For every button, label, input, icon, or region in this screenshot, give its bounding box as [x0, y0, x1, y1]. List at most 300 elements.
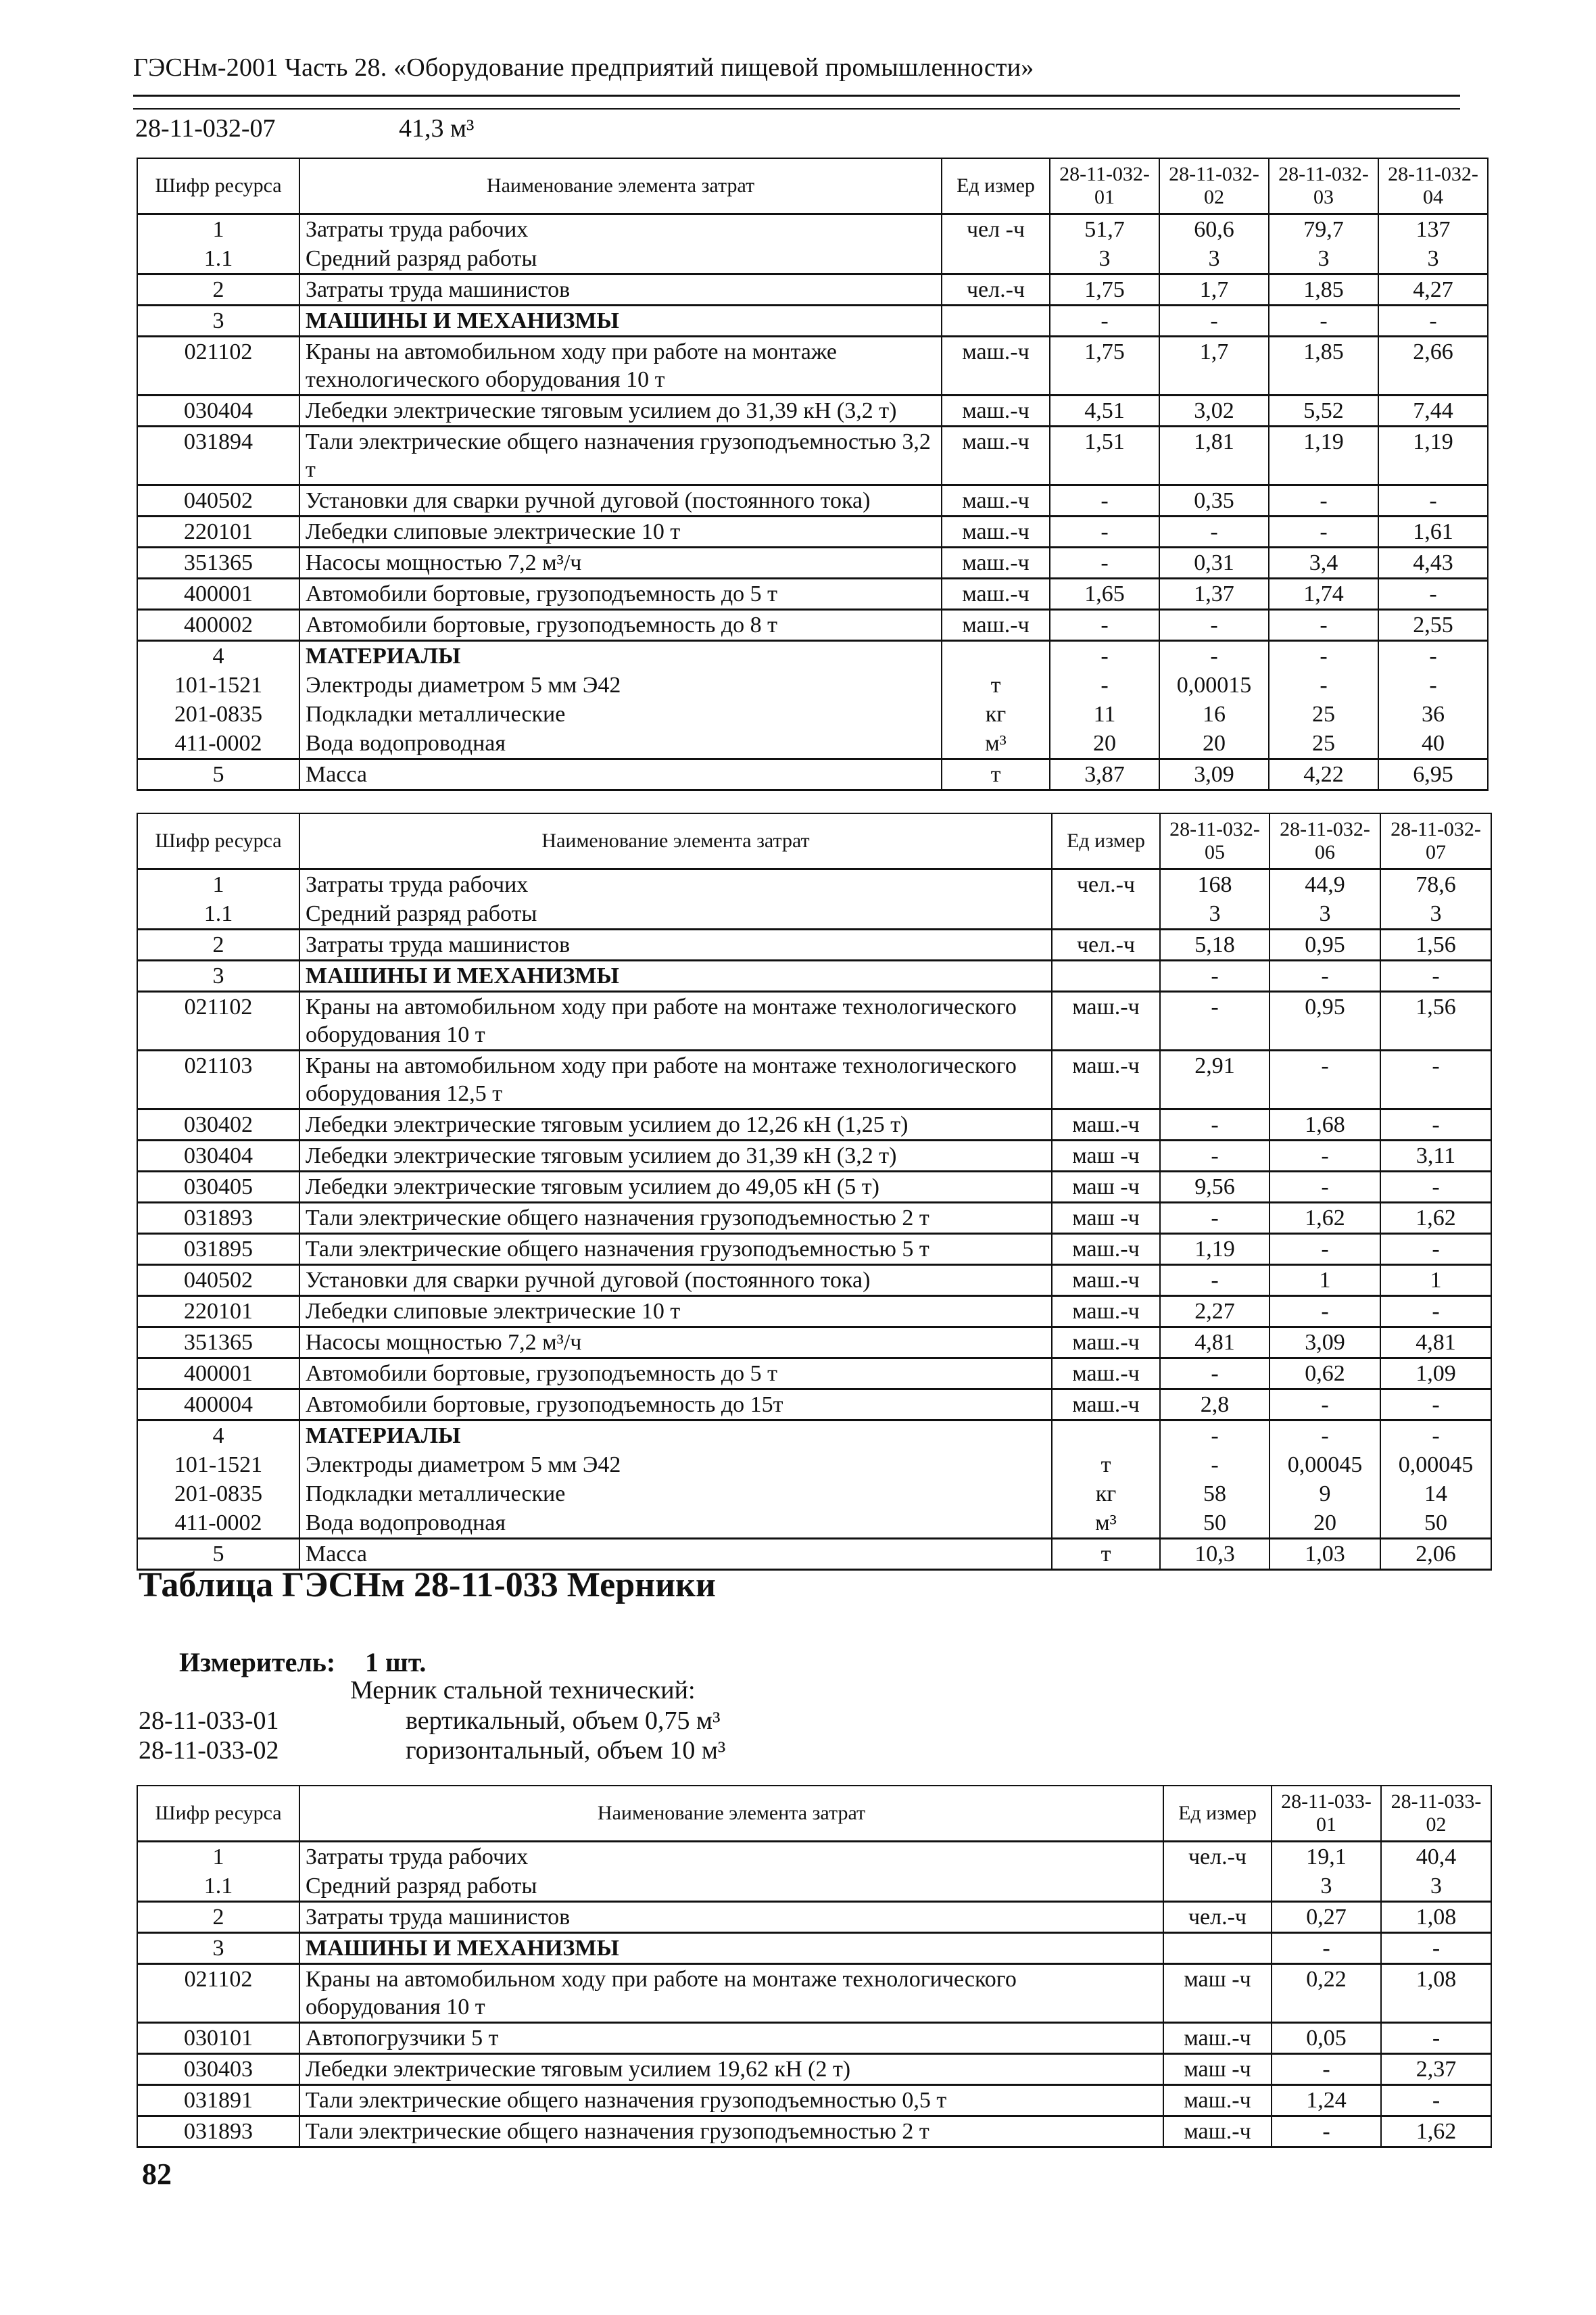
col-header-norm: 28-11-032-07: [1380, 813, 1491, 869]
col-header-code: Шифр ресурса: [137, 1786, 299, 1842]
unit-cell: маш.-ч: [1163, 2116, 1272, 2147]
unit-cell: [1163, 1871, 1272, 1902]
unit-cell: чел.-ч: [1163, 1842, 1272, 1872]
unit-cell: маш.-ч: [1163, 2085, 1272, 2116]
table-row: [137, 244, 1488, 275]
unit-cell: чел.-ч: [1163, 1902, 1272, 1933]
measure-label: Измеритель:: [179, 1647, 336, 1677]
unit-cell: маш.-ч: [1052, 1389, 1160, 1421]
table-row: [137, 1358, 1491, 1389]
col-header-norm: 28-11-032-03: [1269, 158, 1378, 214]
col-header-name: Наименование элемента затрат: [299, 813, 1052, 869]
resource-name: Краны на автомобильном ходу при работе на монтаже технологического оборудования 10 т: [299, 337, 942, 396]
resource-name: Вода водопроводная: [299, 1508, 1052, 1539]
unit-cell: кг: [1052, 1479, 1160, 1508]
value-cell: 58: [1160, 1479, 1269, 1508]
value-cell: 36: [1378, 700, 1488, 729]
resource-name: Тали электрические общего назначения грузоподъемностью 5 т: [299, 1234, 1052, 1265]
value-cell: 1,56: [1380, 992, 1491, 1051]
table-row: [137, 2023, 1491, 2054]
value-cell: 0,00045: [1269, 1450, 1380, 1479]
resource-name: Автомобили бортовые, грузоподъемность до 5 т: [299, 579, 942, 610]
value-cell: 1,19: [1160, 1234, 1269, 1265]
item-code: 28-11-032-07: [135, 114, 276, 143]
col-header-norm: 28-11-032-06: [1269, 813, 1380, 869]
value-cell: 1,08: [1381, 1964, 1491, 2023]
table-row: [137, 2116, 1491, 2147]
value-cell: 60,6: [1159, 214, 1269, 245]
resource-name: Лебедки электрические тяговым усилием до 31,39 кН (3,2 т): [299, 1141, 1052, 1172]
value-cell: -: [1378, 485, 1488, 517]
value-cell: 3,02: [1159, 396, 1269, 427]
value-cell: 78,6: [1380, 869, 1491, 900]
value-cell: 1,68: [1269, 1109, 1380, 1141]
table-row: [137, 1203, 1491, 1234]
unit-cell: [942, 244, 1050, 275]
unit-cell: т: [942, 671, 1050, 700]
table-row: [137, 548, 1488, 579]
unit-cell: [1052, 899, 1160, 930]
resource-code: 1: [137, 869, 299, 900]
resource-name: Электроды диаметром 5 мм Э42: [299, 671, 942, 700]
table-row: [137, 759, 1488, 790]
table-row: [137, 275, 1488, 306]
value-cell: -: [1160, 961, 1269, 992]
value-cell: -: [1381, 1933, 1491, 1964]
value-cell: 2,8: [1160, 1389, 1269, 1421]
value-cell: 3: [1269, 244, 1378, 275]
value-cell: 1,62: [1380, 1203, 1491, 1234]
value-cell: -: [1159, 517, 1269, 548]
value-cell: 11: [1050, 700, 1159, 729]
table-row: [137, 729, 1488, 759]
value-cell: -: [1159, 610, 1269, 641]
resource-name: Лебедки слиповые электрические 10 т: [299, 1296, 1052, 1327]
value-cell: 2,91: [1160, 1051, 1269, 1109]
value-cell: 3: [1381, 1871, 1491, 1902]
value-cell: 2,06: [1380, 1539, 1491, 1570]
value-cell: 1,37: [1159, 579, 1269, 610]
value-cell: -: [1050, 306, 1159, 337]
resource-name: Лебедки слиповые электрические 10 т: [299, 517, 942, 548]
unit-cell: кг: [942, 700, 1050, 729]
resource-code: 030101: [137, 2023, 299, 2054]
value-cell: -: [1378, 671, 1488, 700]
value-cell: 0,95: [1269, 992, 1380, 1051]
resource-name: Лебедки электрические тяговым усилием до 12,26 кН (1,25 т): [299, 1109, 1052, 1141]
table-row: [137, 396, 1488, 427]
item-text: вертикальный, объем 0,75 м³: [406, 1707, 721, 1735]
value-cell: -: [1272, 2116, 1381, 2147]
value-cell: 4,22: [1269, 759, 1378, 790]
resource-table-032-01-04: [137, 158, 1489, 791]
value-cell: -: [1160, 1109, 1269, 1141]
unit-cell: маш -ч: [1052, 1203, 1160, 1234]
value-cell: -: [1269, 1421, 1380, 1451]
unit-cell: маш -ч: [1163, 2054, 1272, 2085]
table-row: [137, 1933, 1491, 1964]
resource-name: Затраты труда машинистов: [299, 1902, 1163, 1933]
table-row: [137, 214, 1488, 245]
resource-name: Автопогрузчики 5 т: [299, 2023, 1163, 2054]
value-cell: 0,00045: [1380, 1450, 1491, 1479]
col-header-name: Наименование элемента затрат: [299, 158, 942, 214]
resource-code: 4: [137, 1421, 299, 1451]
value-cell: -: [1269, 610, 1378, 641]
resource-name: Подкладки металлические: [299, 700, 942, 729]
resource-code: 411-0002: [137, 1508, 299, 1539]
unit-cell: [1052, 961, 1160, 992]
resource-name: Затраты труда рабочих: [299, 214, 942, 245]
resource-code: 220101: [137, 1296, 299, 1327]
value-cell: -: [1160, 1358, 1269, 1389]
resource-name: Затраты труда машинистов: [299, 275, 942, 306]
resource-code: 201-0835: [137, 700, 299, 729]
value-cell: 1,81: [1159, 427, 1269, 485]
value-cell: 1,19: [1378, 427, 1488, 485]
col-header-name: Наименование элемента затрат: [299, 1786, 1163, 1842]
value-cell: 0,31: [1159, 548, 1269, 579]
value-cell: -: [1159, 306, 1269, 337]
resource-code: 220101: [137, 517, 299, 548]
table-row: [137, 1450, 1491, 1479]
table-row: [137, 869, 1491, 900]
value-cell: -: [1380, 1051, 1491, 1109]
table-row: [137, 1479, 1491, 1508]
value-cell: -: [1269, 671, 1378, 700]
resource-code: 040502: [137, 485, 299, 517]
resource-code: 400004: [137, 1389, 299, 1421]
unit-cell: маш.-ч: [1052, 1296, 1160, 1327]
table-row: [137, 1871, 1491, 1902]
value-cell: -: [1160, 1265, 1269, 1296]
col-header-unit: Ед измер: [1052, 813, 1160, 869]
value-cell: 1,51: [1050, 427, 1159, 485]
value-cell: 1,7: [1159, 275, 1269, 306]
value-cell: -: [1380, 1389, 1491, 1421]
value-cell: -: [1272, 2054, 1381, 2085]
resource-name: Тали электрические общего назначения грузоподъемностью 2 т: [299, 1203, 1052, 1234]
table-row: [137, 1051, 1491, 1109]
value-cell: -: [1380, 1421, 1491, 1451]
value-cell: -: [1380, 1172, 1491, 1203]
resource-code: 3: [137, 1933, 299, 1964]
value-cell: 1,75: [1050, 337, 1159, 396]
unit-cell: маш -ч: [1052, 1172, 1160, 1203]
resource-code: 2: [137, 1902, 299, 1933]
resource-code: 021102: [137, 1964, 299, 2023]
table-row: [137, 641, 1488, 671]
table-row: [137, 1421, 1491, 1451]
table-row: [137, 1327, 1491, 1358]
value-cell: 25: [1269, 700, 1378, 729]
value-cell: -: [1160, 1421, 1269, 1451]
measure-value: 1 шт.: [365, 1647, 427, 1677]
resource-code: 031894: [137, 427, 299, 485]
value-cell: 2,55: [1378, 610, 1488, 641]
value-cell: -: [1380, 1234, 1491, 1265]
value-cell: 3: [1159, 244, 1269, 275]
resource-code: 2: [137, 275, 299, 306]
value-cell: 137: [1378, 214, 1488, 245]
resource-name: Затраты труда рабочих: [299, 1842, 1163, 1872]
value-cell: -: [1050, 485, 1159, 517]
table-row: [137, 1109, 1491, 1141]
page-number: 82: [142, 2157, 172, 2191]
unit-cell: маш -ч: [1163, 1964, 1272, 2023]
col-header-norm: 28-11-032-04: [1378, 158, 1488, 214]
item-value: 41,3 м³: [399, 114, 475, 143]
table-row: [137, 899, 1491, 930]
value-cell: -: [1269, 306, 1378, 337]
col-header-unit: Ед измер: [942, 158, 1050, 214]
unit-cell: т: [1052, 1450, 1160, 1479]
table-row: [137, 517, 1488, 548]
table-row: [137, 1265, 1491, 1296]
value-cell: 168: [1160, 869, 1269, 900]
value-cell: -: [1160, 992, 1269, 1051]
value-cell: 44,9: [1269, 869, 1380, 900]
resource-name: Установки для сварки ручной дуговой (постоянного тока): [299, 485, 942, 517]
resource-name: Тали электрические общего назначения грузоподъемностью 2 т: [299, 2116, 1163, 2147]
resource-name: Средний разряд работы: [299, 244, 942, 275]
value-cell: 0,95: [1269, 930, 1380, 961]
value-cell: 14: [1380, 1479, 1491, 1508]
value-cell: 3: [1050, 244, 1159, 275]
resource-name: Лебедки электрические тяговым усилием до 31,39 кН (3,2 т): [299, 396, 942, 427]
value-cell: 2,27: [1160, 1296, 1269, 1327]
resource-code: 101-1521: [137, 671, 299, 700]
value-cell: 0,00015: [1159, 671, 1269, 700]
resource-name: МАТЕРИАЛЫ: [299, 641, 942, 671]
value-cell: -: [1050, 548, 1159, 579]
value-cell: -: [1381, 2023, 1491, 2054]
value-cell: 40,4: [1381, 1842, 1491, 1872]
value-cell: 0,62: [1269, 1358, 1380, 1389]
value-cell: -: [1269, 1389, 1380, 1421]
unit-cell: [1163, 1933, 1272, 1964]
value-cell: -: [1380, 1296, 1491, 1327]
table-row: [137, 427, 1488, 485]
col-header-norm: 28-11-033-02: [1381, 1786, 1491, 1842]
value-cell: 1,65: [1050, 579, 1159, 610]
value-cell: 4,43: [1378, 548, 1488, 579]
resource-code: 411-0002: [137, 729, 299, 759]
value-cell: 0,27: [1272, 1902, 1381, 1933]
table-row: [137, 1172, 1491, 1203]
value-cell: -: [1380, 961, 1491, 992]
value-cell: -: [1269, 517, 1378, 548]
value-cell: -: [1378, 641, 1488, 671]
value-cell: -: [1378, 306, 1488, 337]
value-cell: 2,37: [1381, 2054, 1491, 2085]
unit-cell: [942, 306, 1050, 337]
value-cell: 1,24: [1272, 2085, 1381, 2116]
value-cell: 1,56: [1380, 930, 1491, 961]
resource-name: Электроды диаметром 5 мм Э42: [299, 1450, 1052, 1479]
unit-cell: маш.-ч: [1052, 1051, 1160, 1109]
value-cell: 1,03: [1269, 1539, 1380, 1570]
unit-cell: маш.-ч: [942, 548, 1050, 579]
table-body: [137, 869, 1491, 1570]
unit-cell: маш.-ч: [1052, 992, 1160, 1051]
resource-code: 040502: [137, 1265, 299, 1296]
unit-cell: чел.-ч: [942, 275, 1050, 306]
unit-cell: т: [942, 759, 1050, 790]
resource-name: МАШИНЫ И МЕХАНИЗМЫ: [299, 961, 1052, 992]
value-cell: 5,52: [1269, 396, 1378, 427]
table-row: [137, 700, 1488, 729]
col-header-norm: 28-11-033-01: [1272, 1786, 1381, 1842]
value-cell: 10,3: [1160, 1539, 1269, 1570]
resource-code: 030403: [137, 2054, 299, 2085]
value-cell: -: [1269, 1141, 1380, 1172]
resource-code: 030405: [137, 1172, 299, 1203]
unit-cell: [1052, 1421, 1160, 1451]
resource-code: 1: [137, 1842, 299, 1872]
value-cell: 4,81: [1160, 1327, 1269, 1358]
value-cell: 9,56: [1160, 1172, 1269, 1203]
unit-cell: маш.-ч: [942, 337, 1050, 396]
unit-cell: маш.-ч: [1052, 1358, 1160, 1389]
value-cell: -: [1378, 579, 1488, 610]
col-header-norm: 28-11-032-05: [1160, 813, 1269, 869]
value-cell: -: [1050, 517, 1159, 548]
resource-name: Вода водопроводная: [299, 729, 942, 759]
resource-code: 201-0835: [137, 1479, 299, 1508]
resource-name: Автомобили бортовые, грузоподъемность до 15т: [299, 1389, 1052, 1421]
table-body: [137, 1842, 1491, 2147]
value-cell: -: [1269, 961, 1380, 992]
table-row: [137, 992, 1491, 1051]
value-cell: 1: [1380, 1265, 1491, 1296]
resource-name: МАТЕРИАЛЫ: [299, 1421, 1052, 1451]
unit-cell: маш.-ч: [942, 427, 1050, 485]
value-cell: 2,66: [1378, 337, 1488, 396]
resource-name: Тали электрические общего назначения грузоподъемностью 0,5 т: [299, 2085, 1163, 2116]
value-cell: 20: [1269, 1508, 1380, 1539]
table-row: [137, 1296, 1491, 1327]
resource-code: 5: [137, 759, 299, 790]
item-code: 28-11-033-02: [139, 1736, 279, 1765]
value-cell: 19,1: [1272, 1842, 1381, 1872]
resource-name: Установки для сварки ручной дуговой (постоянного тока): [299, 1265, 1052, 1296]
unit-cell: чел.-ч: [1052, 869, 1160, 900]
value-cell: 1,61: [1378, 517, 1488, 548]
value-cell: 1,08: [1381, 1902, 1491, 1933]
value-cell: -: [1050, 671, 1159, 700]
resource-code: 030402: [137, 1109, 299, 1141]
value-cell: -: [1269, 1296, 1380, 1327]
resource-code: 101-1521: [137, 1450, 299, 1479]
resource-code: 400002: [137, 610, 299, 641]
value-cell: 3,09: [1159, 759, 1269, 790]
value-cell: -: [1380, 1109, 1491, 1141]
value-cell: 3: [1272, 1871, 1381, 1902]
table-row: [137, 579, 1488, 610]
table-row: [137, 306, 1488, 337]
value-cell: 3,4: [1269, 548, 1378, 579]
value-cell: 25: [1269, 729, 1378, 759]
unit-cell: маш.-ч: [1052, 1109, 1160, 1141]
resource-code: 021102: [137, 337, 299, 396]
table-row: [137, 1964, 1491, 2023]
col-header-norm: 28-11-032-01: [1050, 158, 1159, 214]
value-cell: 5,18: [1160, 930, 1269, 961]
unit-cell: маш.-ч: [942, 396, 1050, 427]
item-code: 28-11-033-01: [139, 1707, 279, 1735]
value-cell: 3: [1380, 899, 1491, 930]
value-cell: 40: [1378, 729, 1488, 759]
unit-cell: м³: [942, 729, 1050, 759]
value-cell: 1,75: [1050, 275, 1159, 306]
resource-code: 030404: [137, 396, 299, 427]
value-cell: 3,87: [1050, 759, 1159, 790]
resource-name: Средний разряд работы: [299, 899, 1052, 930]
resource-code: 031891: [137, 2085, 299, 2116]
table-row: [137, 930, 1491, 961]
resource-name: Насосы мощностью 7,2 м³/ч: [299, 1327, 1052, 1358]
unit-cell: маш.-ч: [942, 517, 1050, 548]
unit-cell: маш.-ч: [1052, 1327, 1160, 1358]
value-cell: 20: [1159, 729, 1269, 759]
resource-name: Масса: [299, 759, 942, 790]
resource-name: Затраты труда машинистов: [299, 930, 1052, 961]
resource-code: 351365: [137, 1327, 299, 1358]
value-cell: -: [1269, 1234, 1380, 1265]
value-cell: 9: [1269, 1479, 1380, 1508]
resource-table-033: [137, 1785, 1492, 2148]
value-cell: 3,09: [1269, 1327, 1380, 1358]
value-cell: -: [1160, 1450, 1269, 1479]
table-row: [137, 1902, 1491, 1933]
resource-name: Лебедки электрические тяговым усилием до 49,05 кН (5 т): [299, 1172, 1052, 1203]
value-cell: 4,27: [1378, 275, 1488, 306]
resource-name: Масса: [299, 1539, 1052, 1570]
unit-cell: маш -ч: [1052, 1141, 1160, 1172]
value-cell: 1,09: [1380, 1358, 1491, 1389]
value-cell: -: [1269, 641, 1378, 671]
unit-cell: маш.-ч: [1052, 1265, 1160, 1296]
resource-code: 400001: [137, 1358, 299, 1389]
value-cell: 51,7: [1050, 214, 1159, 245]
table-body: [137, 214, 1488, 790]
table-row: [137, 610, 1488, 641]
value-cell: 1,7: [1159, 337, 1269, 396]
value-cell: 79,7: [1269, 214, 1378, 245]
unit-cell: чел.-ч: [1052, 930, 1160, 961]
value-cell: -: [1269, 1172, 1380, 1203]
value-cell: 0,05: [1272, 2023, 1381, 2054]
resource-name: Автомобили бортовые, грузоподъемность до 5 т: [299, 1358, 1052, 1389]
value-cell: 4,51: [1050, 396, 1159, 427]
value-cell: 1,62: [1269, 1203, 1380, 1234]
resource-code: 400001: [137, 579, 299, 610]
resource-name: Затраты труда рабочих: [299, 869, 1052, 900]
item-text: горизонтальный, объем 10 м³: [406, 1736, 726, 1765]
resource-code: 021102: [137, 992, 299, 1051]
col-header-norm: 28-11-032-02: [1159, 158, 1269, 214]
value-cell: -: [1050, 641, 1159, 671]
value-cell: -: [1050, 610, 1159, 641]
value-cell: -: [1269, 1051, 1380, 1109]
resource-code: 3: [137, 306, 299, 337]
table-row: [137, 2085, 1491, 2116]
unit-cell: м³: [1052, 1508, 1160, 1539]
value-cell: 7,44: [1378, 396, 1488, 427]
resource-name: Автомобили бортовые, грузоподъемность до 8 т: [299, 610, 942, 641]
table-row: [137, 961, 1491, 992]
